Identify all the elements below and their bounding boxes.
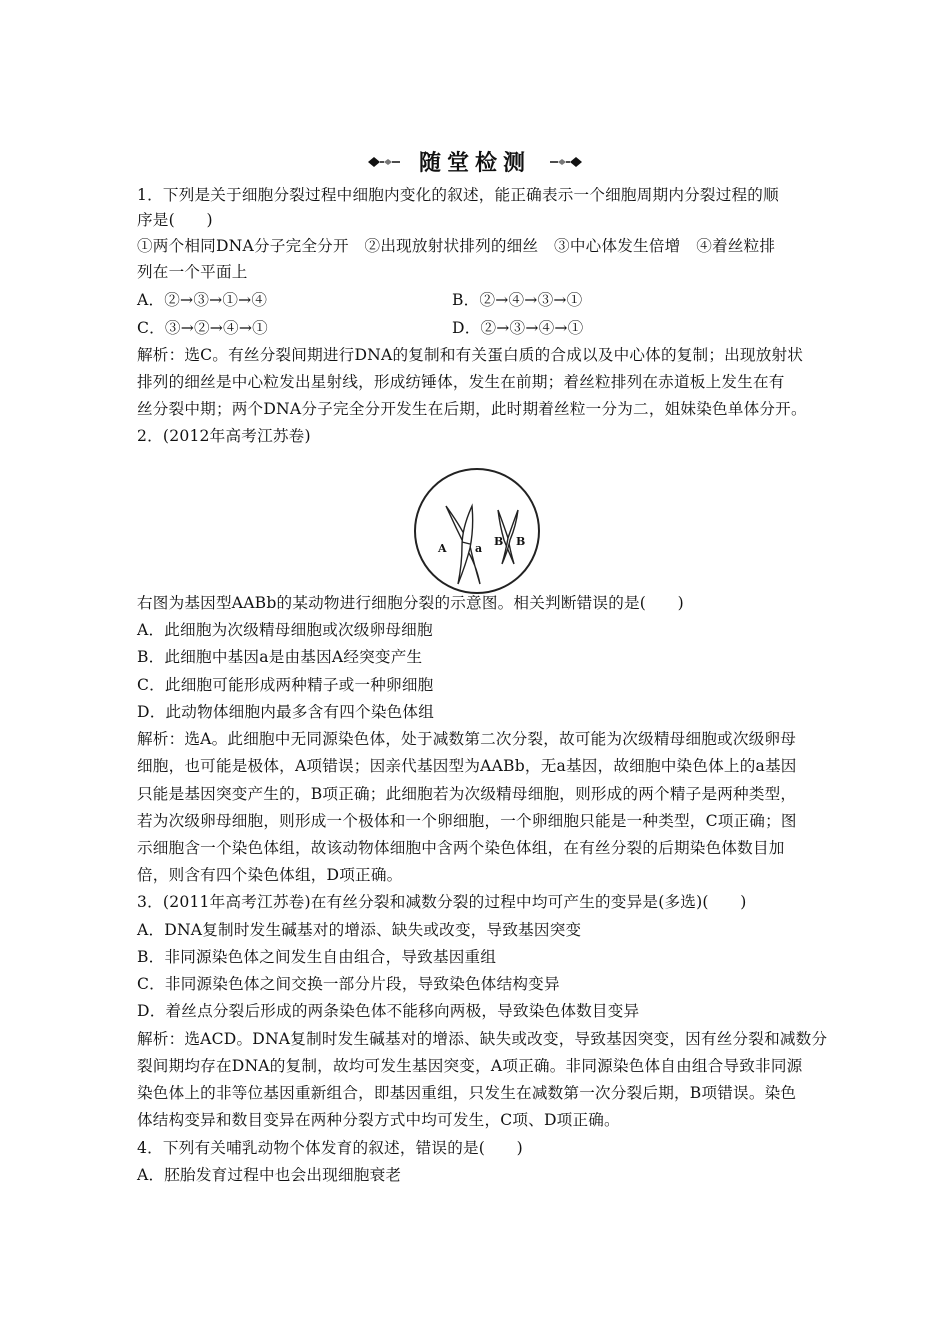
allele-label-a: a (475, 542, 483, 555)
text-line: D．②→③→④→① (452, 319, 584, 337)
text-line: 示细胞含一个染色体组，故该动物体细胞中含两个染色体组，在有丝分裂的后期染色体数目加 (137, 839, 785, 857)
text-line: 丝分裂中期；两个DNA分子完全分开发生在后期，此时期着丝粒一分为二，姐妹染色单体分开。 (137, 400, 807, 418)
text-line: 只能是基因突变产生的，B项正确；此细胞若为次级精母细胞，则形成的两个精子是两种类型， (137, 785, 797, 803)
text-line: A．此细胞为次级精母细胞或次级卵母细胞 (137, 621, 433, 639)
text-line: 3．(2011年高考江苏卷)在有丝分裂和减数分裂的过程中均可产生的变异是(多选)( ) (137, 893, 747, 911)
text-line: B．此细胞中基因a是由基因A经突变产生 (137, 648, 423, 666)
text-line: 4．下列有关哺乳动物个体发育的叙述，错误的是( ) (137, 1139, 523, 1157)
text-line: A．②→③→①→④ (137, 291, 268, 309)
text-line: 右图为基因型AABb的某动物进行细胞分裂的示意图。相关判断错误的是( ) (137, 594, 684, 612)
text-line: A．胚胎发育过程中也会出现细胞衰老 (137, 1166, 402, 1184)
allele-label-B-right: B (516, 535, 526, 548)
text-line: 解析：选C。有丝分裂间期进行DNA的复制和有关蛋白质的合成以及中心体的复制；出现放射状 (137, 346, 804, 364)
text-line: C．非同源染色体之间交换一部分片段，导致染色体结构变异 (137, 975, 560, 993)
text-line: ①两个相同DNA分子完全分开 ②出现放射状排列的细丝 ③中心体发生倍增 ④着丝粒排 (137, 237, 776, 255)
text-line: 解析：选A。此细胞中无同源染色体，处于减数第二次分裂，故可能为次级精母细胞或次级卵母 (137, 730, 797, 748)
text-line: 细胞，也可能是极体，A项错误；因亲代基因型为AABb，无a基因，故细胞中染色体上的a基因 (137, 757, 797, 775)
text-line: 裂间期均存在DNA的复制，故均可发生基因突变，A项正确。非同源染色体自由组合导致非同源 (137, 1057, 803, 1075)
allele-label-B-left: B (494, 535, 504, 548)
left-diamond-ornament (368, 157, 400, 167)
section-title: 随堂检测 (418, 150, 532, 176)
text-line: B．②→④→③→① (452, 291, 583, 309)
text-line: A．DNA复制时发生碱基对的增添、缺失或改变，导致基因突变 (137, 921, 582, 939)
cell-division-figure (412, 466, 542, 600)
allele-label-A: A (438, 542, 447, 555)
text-line: 若为次级卵母细胞，则形成一个极体和一个卵细胞，一个卵细胞只能是一种类型，C项正确；图 (137, 812, 797, 830)
text-line: 1．下列是关于细胞分裂过程中细胞内变化的叙述，能正确表示一个细胞周期内分裂过程的顺 (137, 186, 779, 204)
text-line: 体结构变异和数目变异在两种分裂方式中均可发生，C项、D项正确。 (137, 1111, 620, 1129)
text-line: 列在一个平面上 (137, 263, 248, 281)
text-line: 倍，则含有四个染色体组，D项正确。 (137, 866, 403, 884)
text-line: D．此动物体细胞内最多含有四个染色体组 (137, 703, 434, 721)
right-diamond-ornament (550, 157, 582, 167)
text-line: D．着丝点分裂后形成的两条染色体不能移向两极，导致染色体数目变异 (137, 1002, 640, 1020)
text-line: 解析：选ACD。DNA复制时发生碱基对的增添、缺失或改变，导致基因突变，因有丝分裂和减数分 (137, 1030, 828, 1048)
text-line: 2．(2012年高考江苏卷) (137, 427, 311, 445)
text-line: C．③→②→④→① (137, 319, 268, 337)
text-line: C．此细胞可能形成两种精子或一种卵细胞 (137, 676, 434, 694)
text-line: 排列的细丝是中心粒发出星射线，形成纺锤体，发生在前期；着丝粒排列在赤道板上发生在有 (137, 373, 785, 391)
section-header (0, 146, 950, 178)
text-line: B．非同源染色体之间发生自由组合，导致基因重组 (137, 948, 497, 966)
text-line: 染色体上的非等位基因重新组合，即基因重组，只发生在减数第一次分裂后期，B项错误。染色 (137, 1084, 797, 1102)
text-line: 序是( ) (137, 211, 213, 229)
